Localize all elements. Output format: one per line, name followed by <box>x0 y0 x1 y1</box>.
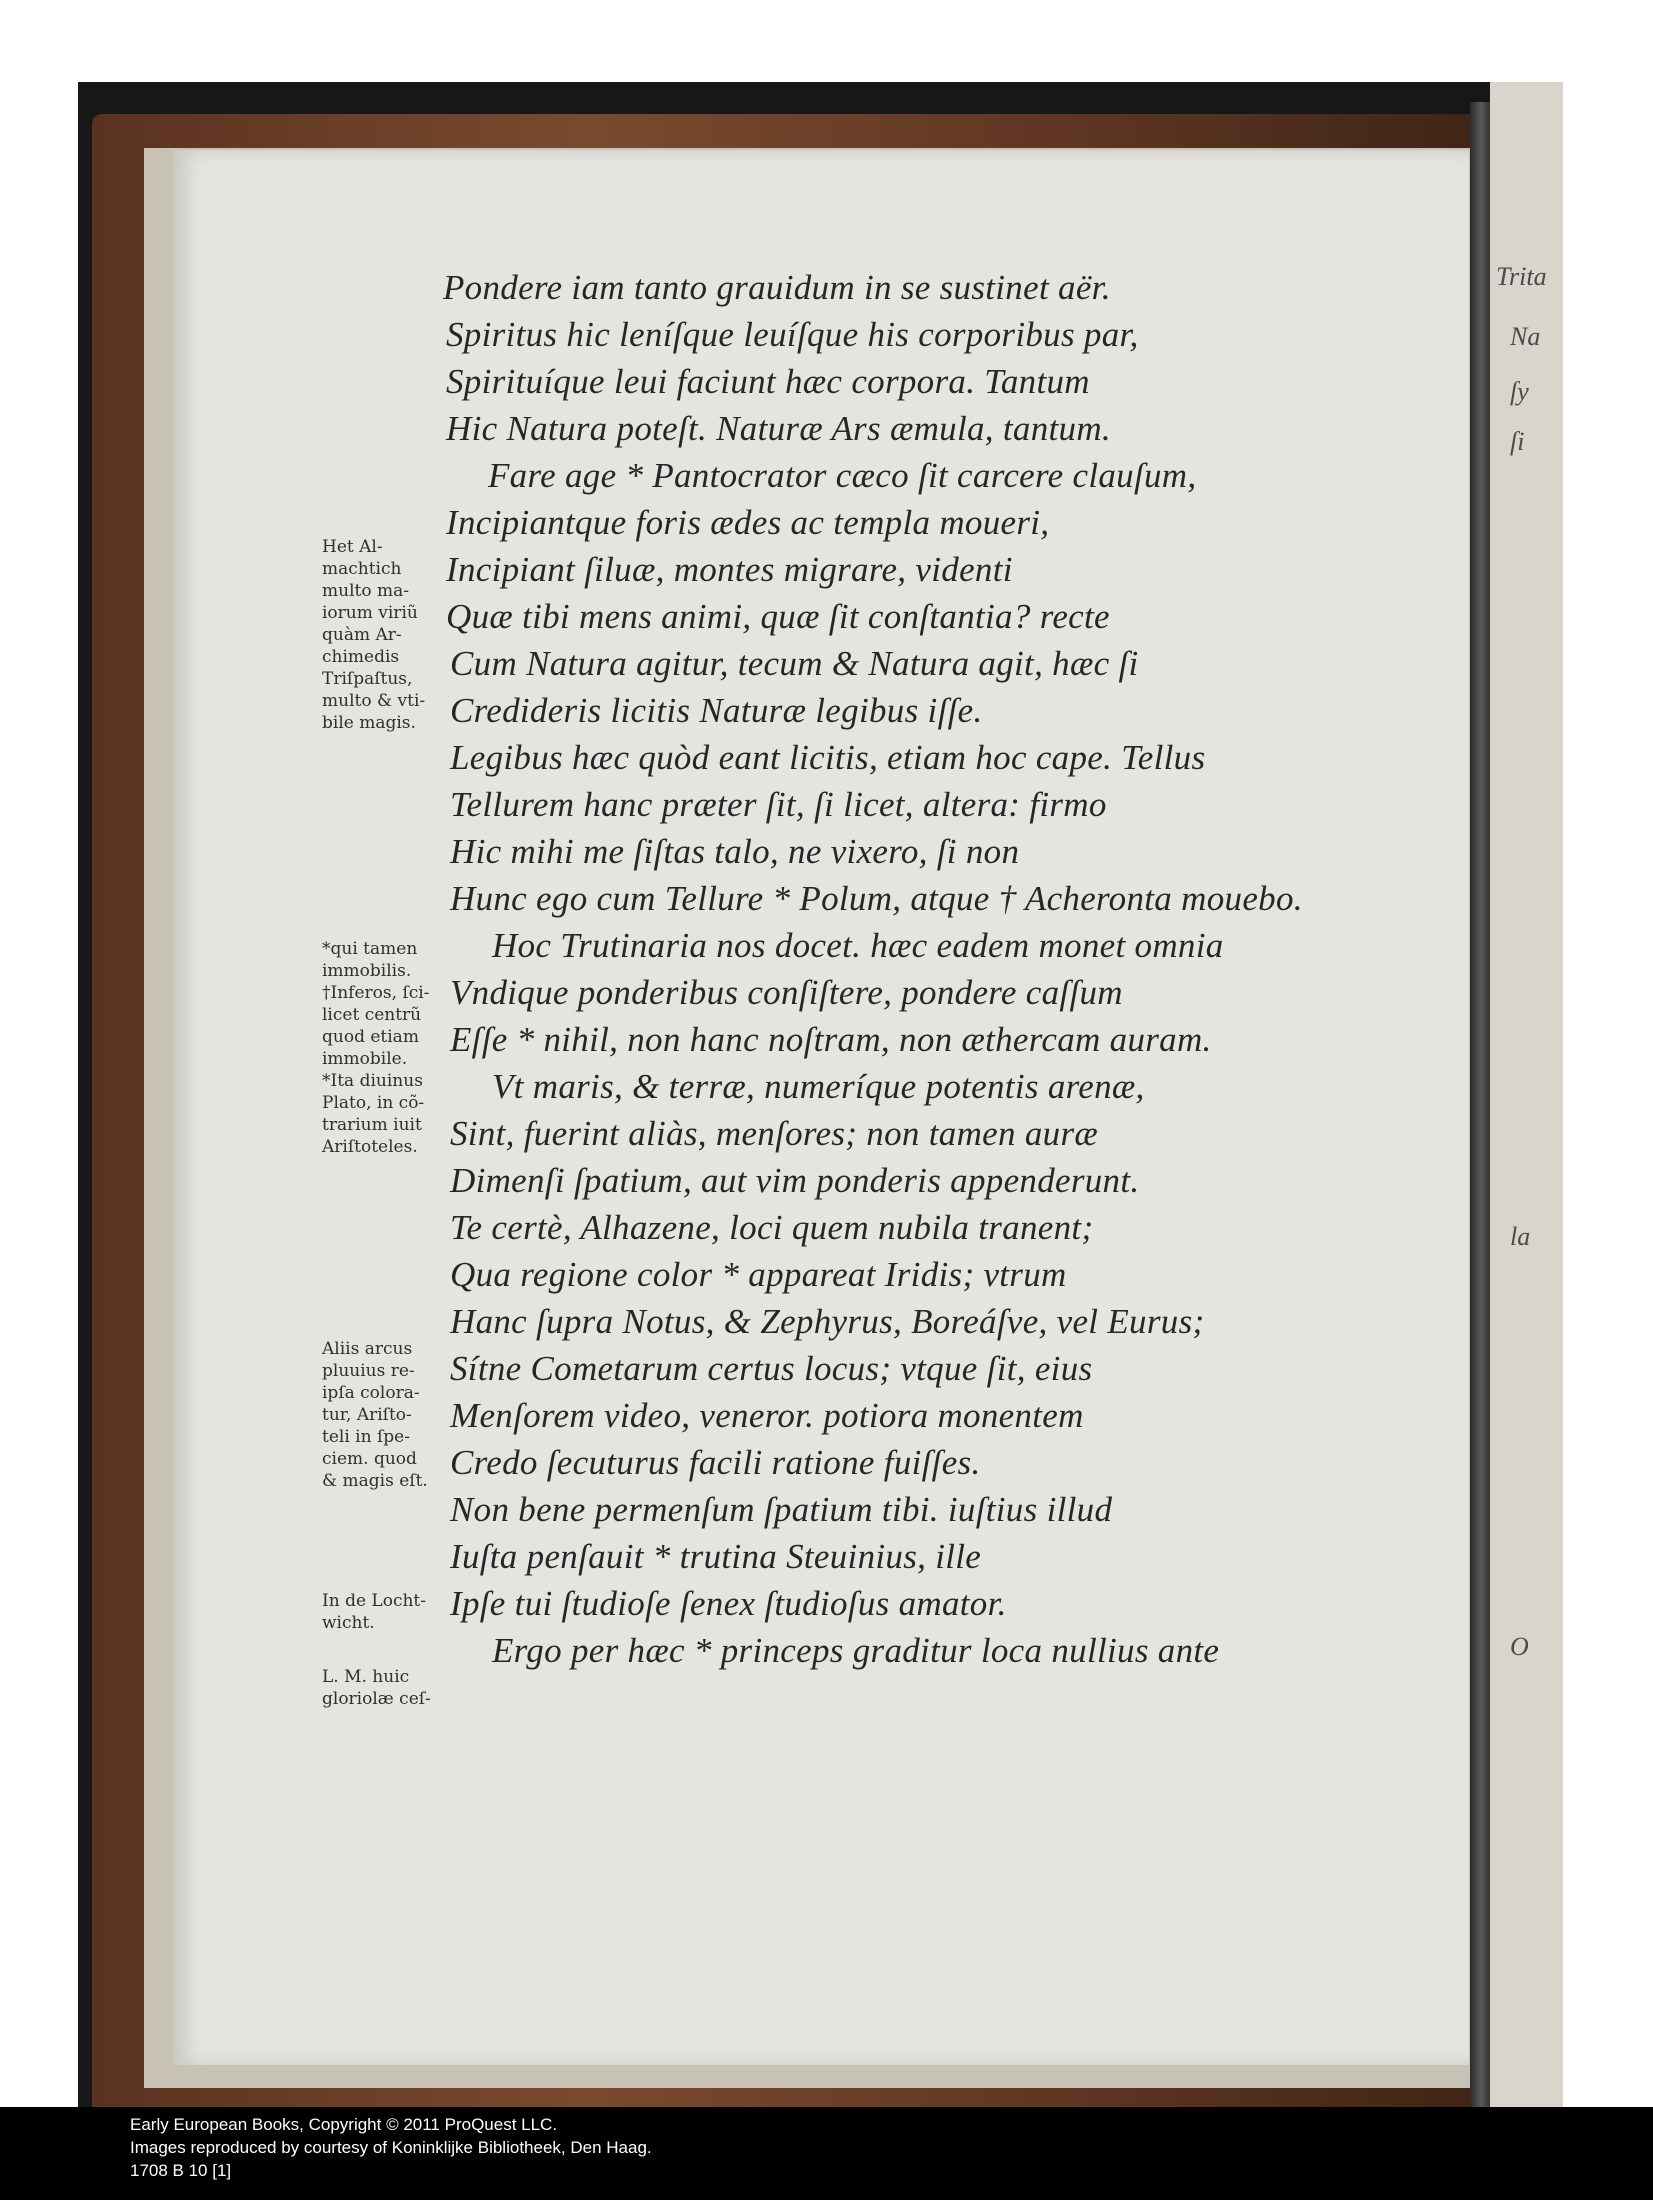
marginal-note-line: multo ma- <box>322 581 409 601</box>
facing-page-text: O <box>1510 1632 1529 1661</box>
book-gutter <box>1470 102 1492 2107</box>
marginal-note-line: ciem. quod <box>322 1449 417 1469</box>
marginal-note-line: multo & vti- <box>322 691 426 711</box>
marginal-note-line: In de Locht- <box>322 1591 426 1611</box>
footer-copyright: Early European Books, Copyright © 2011 ProQuest LLC. <box>130 2115 558 2134</box>
footer-courtesy: Images reproduced by courtesy of Koninklijke Bibliotheek, Den Haag. <box>130 2138 652 2157</box>
text-line: Vndique ponderibus conſiſtere, pondere caſſum <box>450 973 1123 1012</box>
text-line: Hic Natura poteſt. Naturæ Ars æmula, tantum. <box>446 409 1111 448</box>
marginal-note-line: iorum viriũ <box>322 603 418 623</box>
facing-page-text: la <box>1510 1222 1531 1251</box>
marginal-note-line: teli in ſpe- <box>322 1427 410 1447</box>
marginal-note-line: & magis eſt. <box>322 1471 428 1491</box>
text-line: Iuſta penſauit * trutina Steuinius, ille <box>450 1537 982 1576</box>
marginal-note-line: immobilis. <box>322 961 412 981</box>
footer-shelfmark: 1708 B 10 [1] <box>130 2161 232 2180</box>
text-line: Ergo per hæc * princeps graditur loca nullius ante <box>492 1631 1220 1670</box>
marginal-note-line: bile magis. <box>322 713 416 733</box>
marginal-note-line: gloriolæ ceſ- <box>322 1689 431 1709</box>
text-line: Ipſe tui ſtudioſe ſenex ſtudioſus amator. <box>450 1584 1007 1623</box>
facing-page-text: Trita <box>1496 262 1547 291</box>
text-line: Credideris licitis Naturæ legibus iſſe. <box>450 691 983 730</box>
text-line: Quæ tibi mens animi, quæ ſit conſtantia? recte <box>446 597 1110 636</box>
text-line: Cum Natura agitur, tecum & Natura agit, hæc ſi <box>450 644 1139 683</box>
text-line: Dimenſi ſpatium, aut vim ponderis appenderunt. <box>450 1161 1140 1200</box>
text-line: Spiritus hic leníſque leuíſque his corporibus par, <box>446 315 1139 354</box>
marginal-note-line: Ariſtoteles. <box>322 1137 418 1157</box>
text-line: Vt maris, & terræ, numeríque potentis arenæ, <box>492 1067 1145 1106</box>
text-line: Incipiantque foris ædes ac templa moueri, <box>446 503 1050 542</box>
text-line: Spirituíque leui faciunt hæc corpora. Tantum <box>446 362 1090 401</box>
marginal-note-line: wicht. <box>322 1613 375 1633</box>
marginal-note-line: tur, Ariſto- <box>322 1405 412 1425</box>
text-line: Fare age * Pantocrator cæco ſit carcere clauſum, <box>488 456 1197 495</box>
text-line: Incipiant ſiluæ, montes migrare, videnti <box>446 550 1013 589</box>
marginal-note-line: ipſa colora- <box>322 1383 420 1403</box>
text-line: Pondere iam tanto grauidum in se sustinet aër. <box>443 268 1111 307</box>
marginal-note-line: L. M. huic <box>322 1667 410 1687</box>
marginal-note-line: Het Al- <box>322 537 383 557</box>
marginal-note-line: chimedis <box>322 647 400 667</box>
text-line: Hic mihi me ſiſtas talo, ne vixero, ſi non <box>450 832 1020 871</box>
marginal-note-line: immobile. <box>322 1049 408 1069</box>
text-line: Hoc Trutinaria nos docet. hæc eadem monet omnia <box>492 926 1224 965</box>
text-line: Eſſe * nihil, non hanc noſtram, non æthercam auram. <box>450 1020 1212 1059</box>
marginal-note-line: pluuius re- <box>322 1361 415 1381</box>
text-line: Non bene permenſum ſpatium tibi. iuſtius illud <box>450 1490 1113 1529</box>
text-line: Credo ſecuturus facili ratione fuiſſes. <box>450 1443 981 1482</box>
facing-page-text: ſy <box>1510 377 1529 406</box>
text-line: Legibus hæc quòd eant licitis, etiam hoc cape. Tellus <box>450 738 1206 777</box>
text-line: Hanc ſupra Notus, & Zephyrus, Boreáſve, vel Eurus; <box>450 1302 1205 1341</box>
marginal-note-line: quod etiam <box>322 1027 419 1047</box>
marginal-note-line: Plato, in cõ- <box>322 1093 425 1113</box>
facing-page-text: ſi <box>1510 427 1525 456</box>
facing-page-text: Na <box>1510 322 1541 351</box>
text-line: Menſorem video, veneror. potiora monentem <box>450 1396 1084 1435</box>
book-scan <box>78 82 1563 2107</box>
text-line: Sítne Cometarum certus locus; vtque ſit, eius <box>450 1349 1093 1388</box>
marginal-note-line: machtich <box>322 559 402 579</box>
book-page <box>174 150 1469 2065</box>
marginal-note-line: Triſpaſtus, <box>322 669 413 689</box>
facing-page-fragment <box>1490 82 1563 2107</box>
marginal-note-line: quàm Ar- <box>322 625 402 645</box>
text-line: Sint, fuerint aliàs, menſores; non tamen auræ <box>450 1114 1099 1153</box>
text-line: Qua regione color * appareat Iridis; vtrum <box>450 1255 1067 1294</box>
marginal-note-line: licet centrũ <box>322 1005 422 1025</box>
marginal-note-line: †Inferos, ſci- <box>322 983 430 1003</box>
marginal-note-line: *Ita diuinus <box>322 1071 423 1091</box>
marginal-note-line: *qui tamen <box>322 939 418 959</box>
copyright-footer <box>0 2107 1653 2200</box>
text-line: Te certè, Alhazene, loci quem nubila tranent; <box>450 1208 1094 1247</box>
text-line: Tellurem hanc præter ſit, ſi licet, altera: firmo <box>450 785 1107 824</box>
marginal-note-line: trarium iuit <box>322 1115 422 1135</box>
text-line: Hunc ego cum Tellure * Polum, atque † Acheronta mouebo. <box>450 879 1303 918</box>
marginal-note-line: Aliis arcus <box>322 1339 413 1359</box>
